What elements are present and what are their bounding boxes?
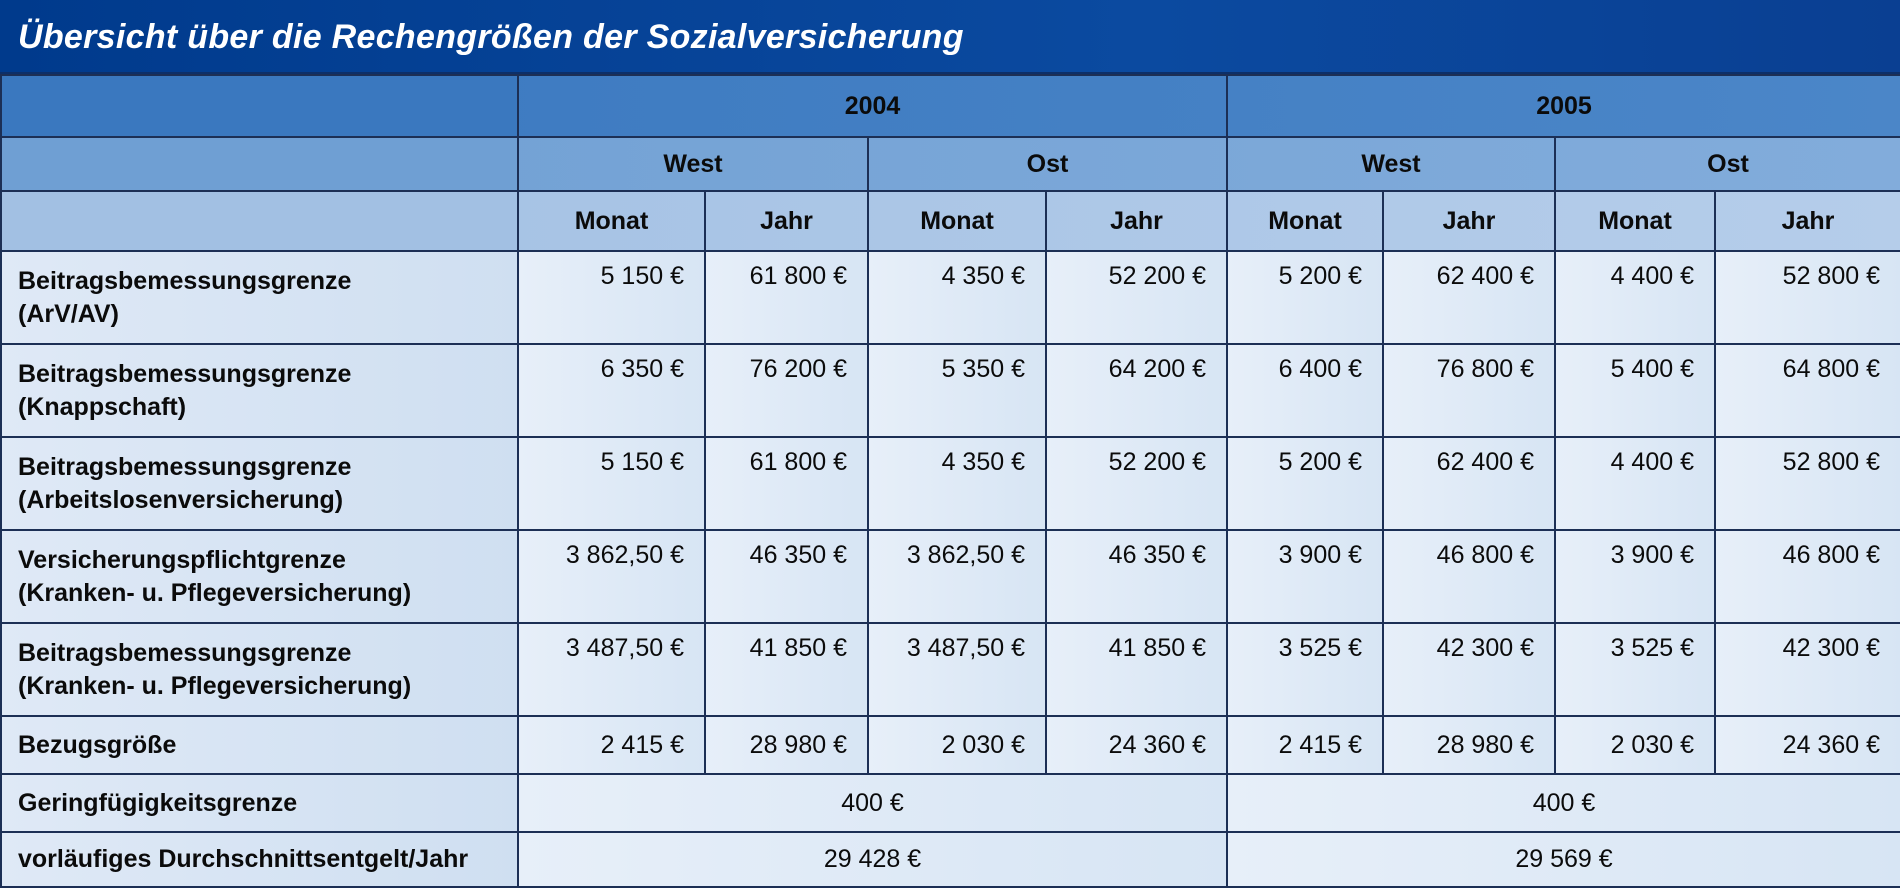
value-cell: 2 030 € [1555,716,1715,774]
value-cell: 3 900 € [1227,530,1383,623]
value-cell: 5 350 € [868,344,1046,437]
row-label-line2: (Kranken- u. Pflegeversicherung) [18,578,412,607]
value-cell: 2 415 € [1227,716,1383,774]
row-label-line1: Versicherungspflichtgrenze [18,545,346,574]
value-cell: 28 980 € [1383,716,1555,774]
table-row [1,344,1900,437]
value-cell: 41 850 € [705,623,868,716]
table-row [1,530,1900,623]
row-label [1,437,518,530]
period-header-row [1,191,1900,251]
social-insurance-table [0,74,1900,888]
value-cell: 28 980 € [705,716,868,774]
value-cell: 52 800 € [1715,251,1900,344]
value-cell: 6 400 € [1227,344,1383,437]
value-cell: 61 800 € [705,437,868,530]
value-cell: 3 900 € [1555,530,1715,623]
corner-cell [1,137,518,191]
period-header-jahr: Jahr [1383,191,1555,251]
value-cell: 4 350 € [868,437,1046,530]
value-cell: 52 800 € [1715,437,1900,530]
period-header-jahr: Jahr [705,191,868,251]
period-header-monat: Monat [868,191,1046,251]
region-header-west: West [1227,137,1555,191]
year-header-2004: 2004 [518,75,1227,137]
row-label-line2: (Arbeitslosenversicherung) [18,485,344,514]
region-header-ost: Ost [1555,137,1900,191]
row-label [1,344,518,437]
value-cell: 64 200 € [1046,344,1227,437]
row-label-line2: (Knappschaft) [18,392,187,421]
value-cell: 2 030 € [868,716,1046,774]
value-cell: 52 200 € [1046,437,1227,530]
value-cell: 52 200 € [1046,251,1227,344]
merged-value-cell: 400 € [1227,774,1900,832]
row-label [1,251,518,344]
value-cell: 3 862,50 € [868,530,1046,623]
row-label-line1: Beitragsbemessungsgrenze [18,359,352,388]
merged-value-cell: 29 569 € [1227,832,1900,887]
row-label: vorläufiges Durchschnittsentgelt/Jahr [1,832,518,887]
period-header-jahr: Jahr [1715,191,1900,251]
table-title: Übersicht über die Rechengrößen der Sozialversicherung [0,0,1900,74]
region-header-west: West [518,137,868,191]
value-cell: 46 350 € [1046,530,1227,623]
row-label: Bezugsgröße [1,716,518,774]
row-label-line2: (ArV/AV) [18,299,119,328]
value-cell: 3 862,50 € [518,530,705,623]
merged-value-cell: 400 € [518,774,1227,832]
corner-cell [1,191,518,251]
value-cell: 4 400 € [1555,251,1715,344]
value-cell: 6 350 € [518,344,705,437]
value-cell: 61 800 € [705,251,868,344]
row-label [1,623,518,716]
value-cell: 3 487,50 € [518,623,705,716]
value-cell: 3 487,50 € [868,623,1046,716]
value-cell: 2 415 € [518,716,705,774]
period-header-jahr: Jahr [1046,191,1227,251]
value-cell: 62 400 € [1383,251,1555,344]
value-cell: 3 525 € [1555,623,1715,716]
period-header-monat: Monat [1227,191,1383,251]
corner-cell [1,75,518,137]
table-row [1,716,1900,774]
year-header-row [1,75,1900,137]
year-header-2005: 2005 [1227,75,1900,137]
row-label-line2: (Kranken- u. Pflegeversicherung) [18,671,412,700]
row-label-line1: Beitragsbemessungsgrenze [18,266,352,295]
table-row [1,623,1900,716]
value-cell: 4 350 € [868,251,1046,344]
value-cell: 46 800 € [1715,530,1900,623]
table-row [1,774,1900,832]
value-cell: 42 300 € [1715,623,1900,716]
value-cell: 42 300 € [1383,623,1555,716]
row-label: Geringfügigkeitsgrenze [1,774,518,832]
period-header-monat: Monat [1555,191,1715,251]
row-label [1,530,518,623]
value-cell: 76 200 € [705,344,868,437]
table-row [1,832,1900,887]
region-header-ost: Ost [868,137,1227,191]
value-cell: 5 200 € [1227,437,1383,530]
value-cell: 5 400 € [1555,344,1715,437]
value-cell: 3 525 € [1227,623,1383,716]
value-cell: 24 360 € [1715,716,1900,774]
row-label-line1: Beitragsbemessungsgrenze [18,452,352,481]
value-cell: 4 400 € [1555,437,1715,530]
period-header-monat: Monat [518,191,705,251]
value-cell: 64 800 € [1715,344,1900,437]
value-cell: 62 400 € [1383,437,1555,530]
region-header-row [1,137,1900,191]
value-cell: 5 150 € [518,437,705,530]
value-cell: 46 800 € [1383,530,1555,623]
value-cell: 5 150 € [518,251,705,344]
value-cell: 46 350 € [705,530,868,623]
table-row [1,437,1900,530]
table-row [1,251,1900,344]
merged-value-cell: 29 428 € [518,832,1227,887]
value-cell: 24 360 € [1046,716,1227,774]
value-cell: 76 800 € [1383,344,1555,437]
value-cell: 5 200 € [1227,251,1383,344]
value-cell: 41 850 € [1046,623,1227,716]
row-label-line1: Beitragsbemessungsgrenze [18,638,352,667]
